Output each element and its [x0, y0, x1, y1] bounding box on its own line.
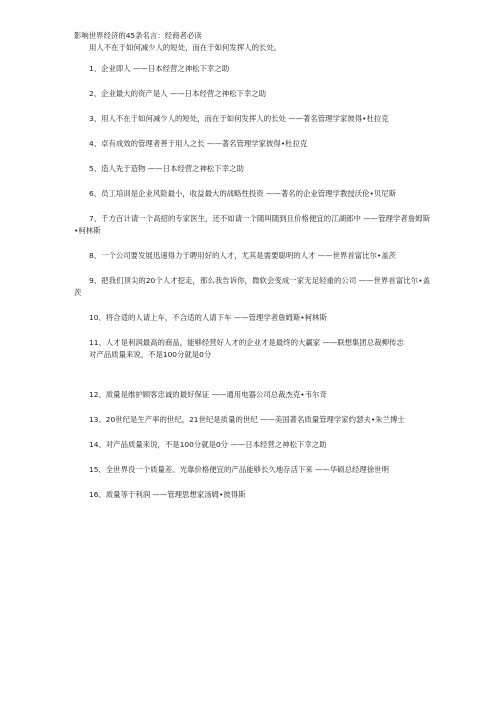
- quote-1: 1、企业即人 ——日本经营之神松下幸之助: [89, 64, 230, 73]
- quote-8: 8、一个公司要发展迅速得力于聘用好的人才，尤其是需要聪明的人才 ——世界首富比尔•盖茨: [89, 251, 397, 260]
- document-title: 影响世界经济的45条名言：经商者必读: [74, 31, 202, 40]
- document-subtitle: 用人不在于如何减少人的短处，而在于如何发挥人的长处。: [89, 43, 282, 52]
- quote-6: 6、员工培训是企业风险最小，收益最大的战略性投资 ——著名的企业管理学教授沃伦•贝尼斯: [89, 189, 397, 198]
- document-page: [74, 30, 430, 514]
- quote-3: 3、用人不在于如何减少人的短处，而在于如何发挥人的长处 ——著名管理学家彼得•杜拉克: [89, 114, 389, 123]
- quote-14: 14、对产品质量来说，不是100分就是0分 ——日本经营之神松下幸之助: [89, 440, 327, 449]
- quote-7: 7、千方百计请一个高招的专家医生，还不如请一个随叫随到且价格便宜的江湖郎中 ——管理学者詹姆斯•柯林斯: [74, 214, 430, 235]
- quality-note: 对产品质量来说，不是100分就是0分: [89, 350, 212, 359]
- quote-12: 12、质量是维护顾客忠诚的最好保证 ——通用电器公司总裁杰克•韦尔奇: [89, 390, 327, 399]
- quote-9: 9、把我们顶尖的20个人才挖走，那么我告诉你，微软会变成一家无足轻重的公司 ——世界首富比尔•盖茨: [74, 276, 430, 297]
- quote-15: 15、全世界没一个质量差、光靠价格便宜的产品能够长久地存活下来 ——华硕总经理徐世明: [89, 465, 389, 474]
- quote-10: 10、将合适的人请上车，不合适的人请下车 ——管理学者詹姆斯•柯林斯: [89, 313, 327, 322]
- quote-16: 16、质量等于利润 ——管理思想家汤姆•彼得斯: [89, 490, 246, 499]
- quote-13: 13、20世纪是生产率的世纪，21世纪是质量的世纪 ——美国著名质量管理学家约瑟夫•朱兰博士: [89, 415, 405, 424]
- quote-5: 5、造人先于造物 ——日本经营之神松下幸之助: [89, 164, 244, 173]
- quote-2: 2、企业最大的资产是人 ——日本经营之神松下幸之助: [89, 89, 267, 98]
- quote-11: 11、人才是利润最高的商品，能够经营好人才的企业才是最终的大赢家 ——联想集团总裁柳传志: [89, 338, 404, 347]
- quote-4: 4、卓有成效的管理者善于用人之长 ——著名管理学家彼得•杜拉克: [89, 139, 308, 148]
